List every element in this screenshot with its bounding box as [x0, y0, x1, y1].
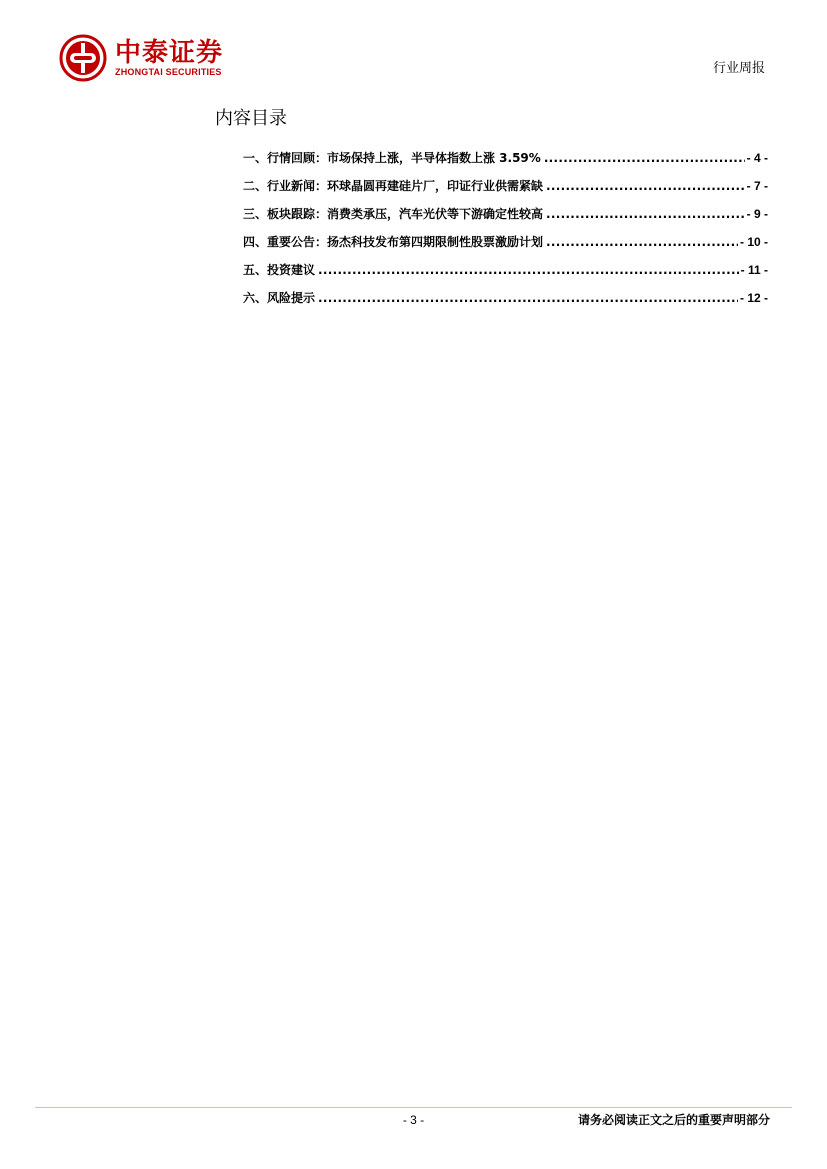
toc-leader-dots [546, 234, 738, 250]
toc-entry-industry-news[interactable] [243, 178, 768, 206]
toc-leader-dots [318, 290, 738, 306]
toc-leader-dots [544, 150, 745, 166]
logo-english-name: ZHONGTAI SECURITIES [115, 66, 222, 77]
toc-entry-risk-warning[interactable] [243, 290, 768, 318]
toc-leader-dots [546, 178, 745, 194]
toc-entry-label: 四、重要公告：扬杰科技发布第四期限制性股票激励计划 [243, 235, 544, 249]
report-type-label: 行业周报 [712, 61, 765, 76]
footer-divider [35, 1107, 792, 1108]
toc-entry-page: - 11 - [740, 263, 768, 277]
toc-entry-label: 六、风险提示 [243, 291, 316, 305]
table-of-contents [243, 150, 768, 318]
toc-entry-page: - 7 - [746, 179, 768, 193]
toc-entry-label: 二、行业新闻：环球晶圆再建硅片厂，印证行业供需紧缺 [243, 179, 544, 193]
page-number: - 3 - [402, 1113, 425, 1127]
toc-entry-label: 五、投资建议 [243, 263, 316, 277]
toc-leader-dots [546, 206, 745, 222]
zhongtai-logo-icon [59, 34, 107, 82]
logo-text [115, 39, 223, 78]
toc-entry-page: - 4 - [746, 151, 768, 165]
toc-entry-label: 三、板块跟踪：消费类承压，汽车光伏等下游确定性较高 [243, 207, 544, 221]
company-logo [59, 34, 223, 82]
toc-entry-label: 一、行情回顾：市场保持上涨，半导体指数上涨 3.59% [243, 151, 541, 165]
toc-entry-page: - 9 - [746, 207, 768, 221]
toc-entry-market-review[interactable] [243, 150, 768, 178]
footer-disclaimer: 请务必阅读正文之后的重要声明部分 [577, 1113, 770, 1127]
logo-chinese-name: 中泰证券 [115, 37, 224, 68]
toc-entry-announcements[interactable] [243, 234, 768, 262]
toc-entry-page: - 12 - [739, 291, 768, 305]
toc-entry-sector-tracking[interactable] [243, 206, 768, 234]
toc-entry-page: - 10 - [739, 235, 768, 249]
toc-leader-dots [318, 262, 739, 278]
toc-title: 内容目录 [215, 108, 287, 129]
toc-entry-investment-advice[interactable] [243, 262, 768, 290]
